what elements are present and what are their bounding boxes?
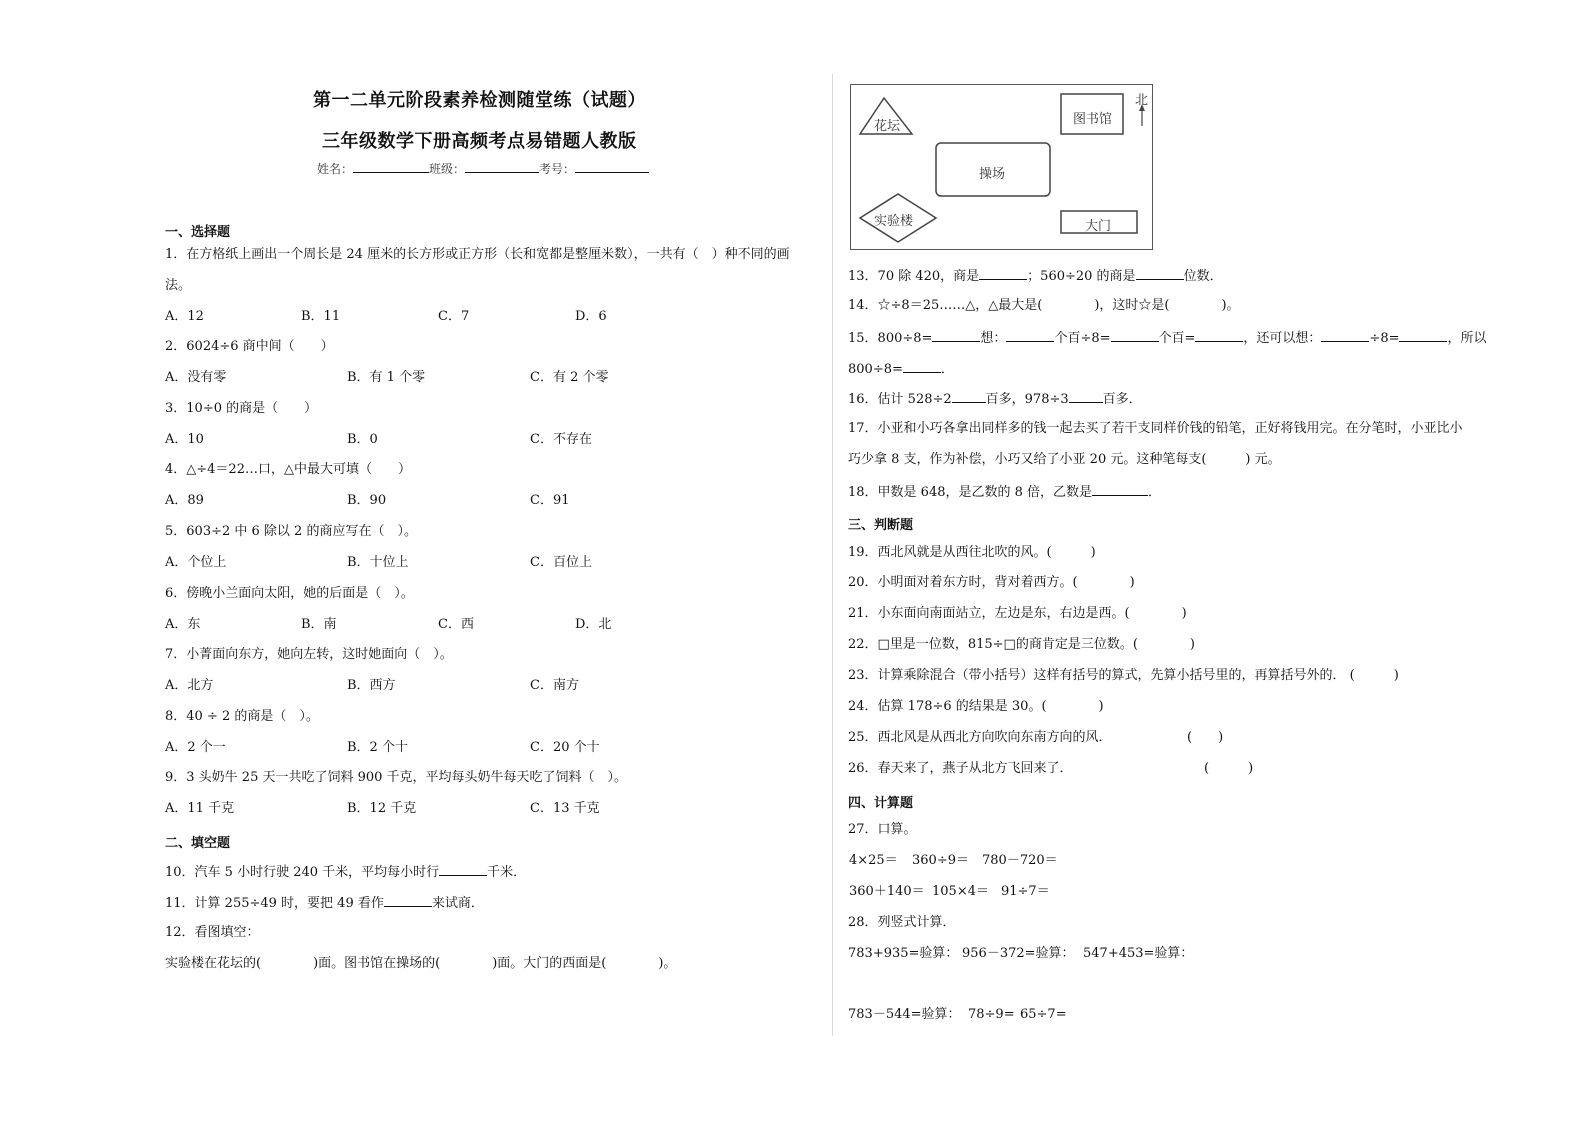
question-13-suffix: 位数． [1183, 269, 1223, 284]
option-b[interactable]: B．南 [301, 617, 337, 632]
vertical-calc-item: 65÷7= [1020, 1007, 1067, 1022]
question-27-text: 27．口算。 [848, 822, 917, 837]
mental-math-item: 91÷7＝ [1001, 884, 1050, 899]
question-28-text: 28．列竖式计算． [848, 915, 956, 930]
option-a[interactable]: A．没有零 [165, 370, 227, 385]
question-5-text: 5．603÷2 中 6 除以 2 的商应写在（ ）。 [165, 524, 417, 539]
vertical-calc-item: 78÷9= [968, 1007, 1015, 1022]
question-6-options [165, 617, 825, 633]
question-8-text: 8．40 ÷ 2 的商是（ ）。 [165, 709, 319, 724]
campus-map [850, 84, 1153, 250]
name-label: 姓名： [317, 162, 354, 176]
question-16-text-2: 百多，978÷3 [985, 392, 1069, 407]
question-24-text: 24．估算 178÷6 的结果是 30。( ) [848, 699, 1104, 714]
question-25-answer-paren[interactable]: ( ) [1187, 730, 1224, 745]
section-heading-judge: 三、判断题 [848, 518, 914, 533]
question-4-options [165, 493, 825, 509]
question-23-text: 23．计算乘除混合（带小括号）这样有括号的算式，先算小括号里的，再算括号外的． ( ) [848, 668, 1399, 683]
section-heading-fill: 二、填空题 [165, 836, 231, 851]
question-8-options [165, 740, 825, 756]
mental-math-row-1 [849, 853, 1249, 869]
vertical-calc-item: 547+453=验算： [1083, 946, 1194, 961]
question-11-suffix: 来试商． [431, 896, 484, 911]
question-17-text-cont: 巧少拿 8 支，作为补偿，小巧又给了小亚 20 元。这种笔每支( ) 元。 [848, 452, 1281, 467]
option-d[interactable]: D．6 [575, 309, 607, 324]
option-a[interactable]: A．北方 [165, 678, 214, 693]
question-17-text: 17．小亚和小巧各拿出同样多的钱一起去买了若干支同样价钱的铅笔，正好将钱用完。在分笔时，小亚比小 [848, 421, 1463, 436]
question-9-options [165, 801, 825, 817]
question-13 [848, 267, 1223, 285]
question-10 [165, 863, 526, 881]
page-subtitle: 三年级数学下册高频考点易错题人教版 [322, 131, 637, 152]
answer-blank[interactable] [1111, 329, 1159, 342]
north-label: 北 [1135, 93, 1149, 108]
question-26-answer-paren[interactable]: ( ) [1204, 761, 1254, 776]
question-15-text-3: 个百÷8= [1054, 331, 1111, 346]
question-15 [848, 329, 1487, 347]
answer-blank[interactable] [384, 894, 432, 907]
option-a[interactable]: A．89 [165, 493, 204, 508]
answer-blank[interactable] [1399, 329, 1447, 342]
question-21-text: 21．小东面向南面站立，左边是东，右边是西。( ) [848, 606, 1187, 621]
student-info-row [317, 160, 649, 177]
question-7-options [165, 678, 825, 694]
question-18 [848, 483, 1161, 501]
option-c[interactable]: C．有 2 个零 [530, 370, 609, 385]
question-14-text: 14．☆÷8＝25……△，△最大是( )，这时☆是( )。 [848, 298, 1240, 313]
question-10-text: 10．汽车 5 小时行驶 240 千米，平均每小时行 [165, 865, 440, 880]
question-3-options [165, 432, 825, 448]
question-6-text: 6．傍晚小兰面向太阳，她的后面是（ ）。 [165, 586, 414, 601]
option-a[interactable]: A．10 [165, 432, 204, 447]
name-field[interactable] [353, 160, 429, 173]
option-c[interactable]: C．西 [438, 617, 474, 632]
question-18-end: ． [1148, 485, 1162, 500]
option-a[interactable]: A．个位上 [165, 555, 227, 570]
answer-blank[interactable] [1136, 267, 1184, 280]
gate-label: 大门 [1085, 219, 1112, 234]
answer-blank[interactable] [439, 863, 487, 876]
class-field[interactable] [465, 160, 539, 173]
vertical-calc-item: 783+935=验算： [848, 946, 959, 961]
column-divider [832, 74, 833, 1036]
flowerbed-label: 花坛 [874, 119, 901, 134]
exam-no-label: 考号： [539, 162, 576, 176]
option-b[interactable]: B．西方 [347, 678, 396, 693]
mental-math-item: 360÷9＝ [912, 853, 969, 868]
section-heading-choice: 一、选择题 [165, 225, 231, 240]
question-9-text: 9．3 头奶牛 25 天一共吃了饲料 900 千克，平均每头奶牛每天吃了饲料（ ）。 [165, 770, 628, 785]
question-20-text: 20．小明面对着东方时，背对着西方。( ) [848, 575, 1135, 590]
question-15-text-5: ，还可以想： [1243, 331, 1322, 346]
answer-blank[interactable] [1195, 329, 1243, 342]
option-b[interactable]: B．90 [347, 493, 387, 508]
question-1-text-cont: 法。 [165, 278, 192, 293]
option-c[interactable]: C．20 个十 [530, 740, 600, 755]
option-c[interactable]: C．13 千克 [530, 801, 600, 816]
question-15-text-6: ÷8= [1369, 331, 1400, 346]
playground-label: 操场 [979, 167, 1006, 182]
option-b[interactable]: B．有 1 个零 [347, 370, 426, 385]
question-16 [848, 390, 1142, 408]
question-22-text: 22．□里是一位数，815÷□的商肯定是三位数。( ) [848, 637, 1195, 652]
question-10-unit: 千米． [487, 865, 527, 880]
lab-building-label: 实验楼 [874, 214, 914, 229]
option-b[interactable]: B．十位上 [347, 555, 409, 570]
option-a[interactable]: A．2 个一 [165, 740, 226, 755]
vertical-calc-row-2 [848, 1007, 1248, 1023]
class-label: 班级： [429, 162, 466, 176]
option-a[interactable]: A．12 [165, 309, 204, 324]
question-15-cont [848, 360, 954, 378]
vertical-calc-item: 956－372=验算： [962, 946, 1075, 961]
exam-no-field[interactable] [575, 160, 649, 173]
question-11 [165, 894, 484, 912]
question-15-text: 15．800÷8= [848, 331, 933, 346]
option-c[interactable]: C．南方 [530, 678, 579, 693]
question-7-text: 7．小菁面向东方，她向左转，这时她面向（ ）。 [165, 647, 453, 662]
section-heading-calc: 四、计算题 [848, 796, 914, 811]
answer-blank[interactable] [979, 267, 1027, 280]
answer-blank[interactable] [1321, 329, 1369, 342]
question-15-text-8: 800÷8= [848, 362, 903, 377]
question-2-text: 2．6024÷6 商中间（ ） [165, 339, 334, 354]
answer-blank[interactable] [1069, 390, 1103, 403]
question-2-options [165, 370, 825, 386]
question-15-text-2: 想： [980, 331, 1007, 346]
answer-blank[interactable] [1092, 483, 1148, 496]
question-4-text: 4．△÷4＝22…口，△中最大可填（ ） [165, 462, 411, 477]
answer-blank[interactable] [1006, 329, 1054, 342]
option-c[interactable]: C．91 [530, 493, 570, 508]
question-26-text: 26．春天来了，燕子从北方飞回来了． [848, 761, 1073, 776]
option-b[interactable]: B．11 [301, 309, 341, 324]
option-b[interactable]: B．12 千克 [347, 801, 417, 816]
option-c[interactable]: C．百位上 [530, 555, 592, 570]
library-label: 图书馆 [1073, 112, 1113, 127]
question-13-text: 13．70 除 420，商是 [848, 269, 980, 284]
question-1-options [165, 309, 825, 325]
mental-math-item: 4×25＝ [849, 853, 898, 868]
question-25-text: 25．西北风是从西北方向吹向东南方向的风． [848, 730, 1112, 745]
option-b[interactable]: B．0 [347, 432, 378, 447]
question-15-text-7: ，所以 [1447, 331, 1487, 346]
question-3-text: 3．10÷0 的商是（ ） [165, 401, 318, 416]
page-title: 第一二单元阶段素养检测随堂练（试题） [313, 90, 646, 111]
mental-math-item: 360＋140＝ [849, 884, 925, 899]
question-18-text: 18．甲数是 648，是乙数的 8 倍，乙数是 [848, 485, 1093, 500]
question-11-text: 11．计算 255÷49 时，要把 49 看作 [165, 896, 384, 911]
answer-blank[interactable] [952, 390, 986, 403]
question-16-suffix: 百多． [1102, 392, 1142, 407]
vertical-calc-row-1 [848, 946, 1248, 962]
option-a[interactable]: A．11 千克 [165, 801, 235, 816]
question-16-text: 16．估计 528÷2 [848, 392, 952, 407]
question-15-text-4: 个百= [1158, 331, 1196, 346]
option-a[interactable]: A．东 [165, 617, 201, 632]
question-12-prompt: 实验楼在花坛的( )面。图书馆在操场的( )面。大门的西面是( )。 [165, 956, 677, 971]
question-12-text: 12．看图填空： [165, 925, 260, 940]
question-13-text-2: ；560÷20 的商是 [1027, 269, 1136, 284]
option-d[interactable]: D．北 [575, 617, 612, 632]
option-b[interactable]: B．2 个十 [347, 740, 408, 755]
question-5-options [165, 555, 825, 571]
question-19-text: 19．西北风就是从西往北吹的风。( ) [848, 545, 1096, 560]
mental-math-row-2 [849, 884, 1249, 900]
option-c[interactable]: C．7 [438, 309, 470, 324]
mental-math-item: 780－720＝ [982, 853, 1058, 868]
mental-math-item: 105×4＝ [932, 884, 989, 899]
question-15-end: ． [940, 362, 954, 377]
option-c[interactable]: C．不存在 [530, 432, 592, 447]
answer-blank[interactable] [932, 329, 980, 342]
question-1-text: 1．在方格纸上画出一个周长是 24 厘米的长方形或正方形（长和宽都是整厘米数），一共有（ ）种不同的画 [165, 247, 790, 262]
vertical-calc-item: 783－544=验算： [848, 1007, 961, 1022]
answer-blank[interactable] [903, 360, 941, 373]
